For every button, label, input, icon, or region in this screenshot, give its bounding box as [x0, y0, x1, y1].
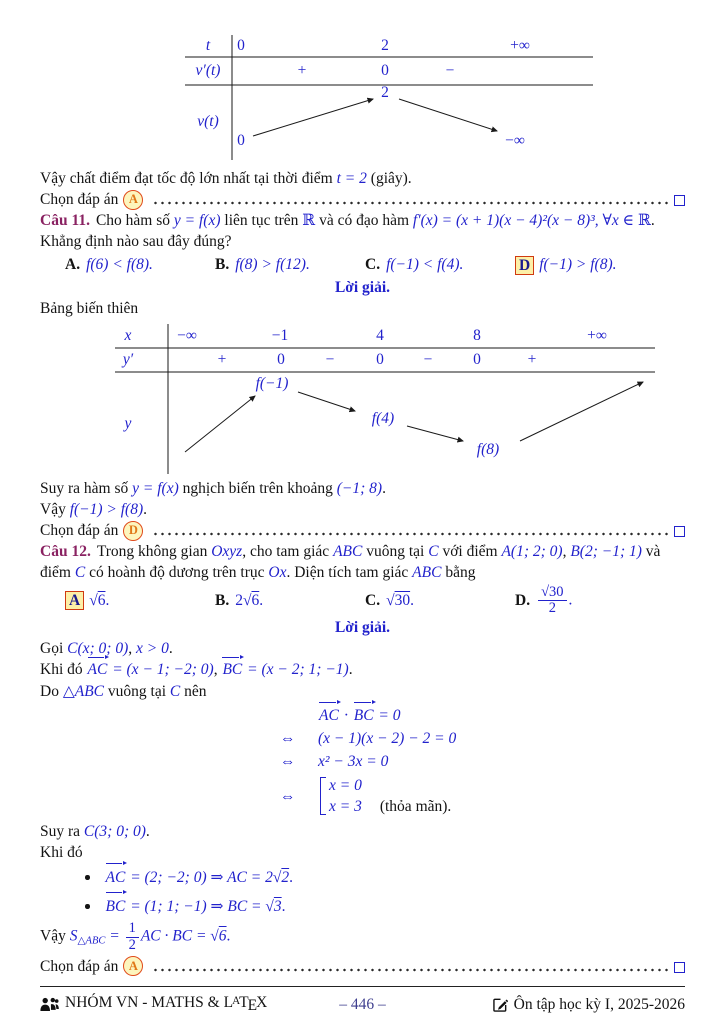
dotted-leader	[152, 968, 668, 972]
question-12-body: Trong không gian Oxyz, cho tam giác ABC vuông tại C với điểm A(1; 2; 0), B(2; −1; 1) và điểm C có hoành độ dương trên trục Ox. Diện tích tam giác ABC bằng	[40, 543, 661, 581]
t-value-0: 0	[237, 37, 245, 54]
option-q12-c	[365, 590, 515, 612]
yprime-sign-1: 0	[277, 351, 285, 368]
conclusion-q10: Vậy chất điểm đạt tốc độ lớn nhất tại thời điểm t = 2 (giây).	[40, 170, 412, 187]
qed-square-icon	[674, 526, 685, 537]
vprime-sign-zero: 0	[381, 62, 389, 79]
yprime-sign-0: +	[217, 351, 227, 368]
option-key: C.	[365, 256, 381, 273]
option-key: C.	[365, 591, 381, 609]
option-text: f(6) < f(8).	[86, 256, 153, 273]
x-value-2: 4	[376, 327, 384, 344]
answer-line-q12	[40, 956, 685, 977]
answer-circle-q12: A	[123, 956, 143, 976]
row-label-vprime: v′(t)	[195, 62, 221, 79]
question-12-label: Câu 12.	[40, 543, 91, 560]
option-key: A.	[65, 256, 81, 273]
option-text: √30.	[386, 591, 414, 609]
row-label-t: t	[205, 37, 211, 54]
option-text: $\frac{√30}{2}$ .	[536, 585, 572, 616]
bullet-ac: AC = (2; −2; 0) ⇒ AC = 2√2.	[40, 865, 685, 890]
derivation-row-1: AC · BC = 0	[280, 704, 685, 727]
variation-table-lines	[115, 324, 655, 474]
option-key-boxed: A	[65, 591, 84, 610]
option-q11-c	[365, 254, 515, 276]
footer-right-text: Ôn tập học kỳ I, 2025-2026	[513, 995, 685, 1013]
footer-brand-text: NHÓM VN - MATHS & LATEX	[65, 994, 268, 1015]
footer-right	[493, 996, 685, 1014]
edit-icon	[493, 997, 508, 1012]
option-q12-d	[515, 585, 572, 616]
option-key: B.	[215, 256, 230, 273]
option-text: f(−1) < f(4).	[386, 256, 464, 273]
solution-q11-line1: Suy ra hàm số y = f(x) nghịch biến trên khoảng (−1; 8).	[40, 480, 386, 497]
question-12	[40, 541, 685, 583]
page-number: – 446 –	[339, 995, 386, 1013]
option-q11-d-correct	[515, 254, 617, 276]
solution-q12-goi: Gọi C(x; 0; 0), x > 0.	[40, 640, 173, 658]
bbt-label: Bảng biến thiên	[40, 300, 139, 317]
derivation-row-2: ⇔ (x − 1)(x − 2) − 2 = 0	[280, 727, 685, 750]
question-11	[40, 210, 685, 252]
solution-q11-line2: Vậy f(−1) > f(8).	[40, 501, 148, 518]
x-value-3: 8	[473, 327, 481, 344]
bullet-dot	[85, 875, 90, 880]
bullet-bc: BC = (1; 1; −1) ⇒ BC = √3.	[40, 894, 685, 919]
option-text: √6.	[89, 591, 110, 609]
row-label-y: y	[124, 415, 132, 432]
bullet-dot	[85, 904, 90, 909]
option-text: f(8) > f(12).	[235, 256, 310, 273]
solution-q12-suyra: Suy ra C(3; 0; 0).	[40, 823, 150, 841]
solution-q12-do: Do △ABC vuông tại C nên	[40, 683, 207, 701]
iff-symbol: ⇔	[280, 787, 296, 805]
option-key-boxed: D	[515, 256, 534, 275]
yprime-sign-3: 0	[376, 351, 384, 368]
options-q11	[40, 254, 685, 276]
yprime-sign-5: 0	[473, 351, 481, 368]
iff-symbol: ⇔	[280, 730, 296, 748]
derivation-row-4	[280, 773, 685, 819]
v-peak: 2	[381, 84, 389, 101]
answer-circle-q11: D	[123, 521, 143, 541]
variation-table-q11	[115, 324, 655, 474]
x-value-4: +∞	[587, 327, 607, 344]
answer-line-q10	[40, 189, 685, 210]
group-icon	[40, 997, 59, 1012]
yprime-sign-6: +	[527, 351, 537, 368]
question-11-body: Cho hàm số y = f(x) liên tục trên ℝ và có đạo hàm f′(x) = (x + 1)(x − 4)²(x − 8)³, ∀x ∈ ℝ. Khẳng định nào sau đây đúng?	[40, 212, 655, 250]
v-end: −∞	[505, 132, 525, 149]
row-label-yprime: y′	[122, 351, 134, 368]
answer-line-q11	[40, 520, 685, 541]
variation-table-lines	[185, 35, 593, 160]
row-label-x: x	[124, 327, 132, 344]
dotted-leader	[152, 532, 668, 536]
solution-q12-khido2: Khi đó	[40, 844, 83, 862]
v-start: 0	[237, 132, 245, 149]
choose-label: Chọn đáp án	[40, 522, 119, 539]
option-text: f(−1) > f(8).	[539, 256, 617, 273]
derivation-block	[280, 704, 685, 819]
choose-label: Chọn đáp án	[40, 191, 119, 208]
option-q11-b	[215, 254, 365, 276]
solution-heading-q11: Lời giải.	[334, 279, 391, 296]
option-q12-b	[215, 590, 365, 612]
yprime-sign-4: −	[423, 351, 433, 368]
solution-q12-vay: Vậy $S_{\triangle ABC}$ = $\frac{1}{2}$ AC · BC = √6.	[40, 920, 231, 953]
iff-symbol: ⇔	[280, 753, 296, 771]
t-value-inf: +∞	[510, 37, 530, 54]
solution-heading-q12: Lời giải.	[334, 619, 391, 637]
yprime-sign-2: −	[325, 351, 335, 368]
y-point-f-minus1: f(−1)	[255, 375, 289, 392]
qed-square-icon	[674, 962, 685, 973]
row-label-v: v(t)	[197, 113, 219, 130]
option-key: B.	[215, 591, 230, 609]
y-point-f4: f(4)	[371, 410, 395, 427]
answer-circle-q10: A	[123, 190, 143, 210]
dotted-leader	[152, 201, 668, 205]
vprime-sign-minus: −	[445, 62, 455, 79]
x-value-0: −∞	[177, 327, 197, 344]
footer-brand	[40, 994, 267, 1015]
options-q12	[40, 585, 685, 616]
variation-table-velocity	[185, 35, 593, 160]
page-footer	[40, 986, 685, 1015]
x-value-1: −1	[271, 327, 289, 344]
question-11-label: Câu 11.	[40, 212, 90, 229]
option-q12-a-correct	[65, 590, 215, 612]
option-text: 2√6.	[235, 591, 264, 609]
derivation-row-3: ⇔ x² − 3x = 0	[280, 750, 685, 773]
choose-label: Chọn đáp án	[40, 957, 119, 975]
solution-q12-khido: Khi đó AC = (x − 1; −2; 0), BC = (x − 2; 1; −1).	[40, 659, 685, 681]
cases-bracket: x = 0 x = 3 (thỏa mãn).	[318, 775, 451, 817]
qed-square-icon	[674, 195, 685, 206]
vprime-sign-plus: +	[297, 62, 307, 79]
y-point-f8: f(8)	[476, 441, 500, 458]
option-q11-a	[65, 254, 215, 276]
option-key: D.	[515, 591, 531, 609]
t-value-2: 2	[381, 37, 389, 54]
